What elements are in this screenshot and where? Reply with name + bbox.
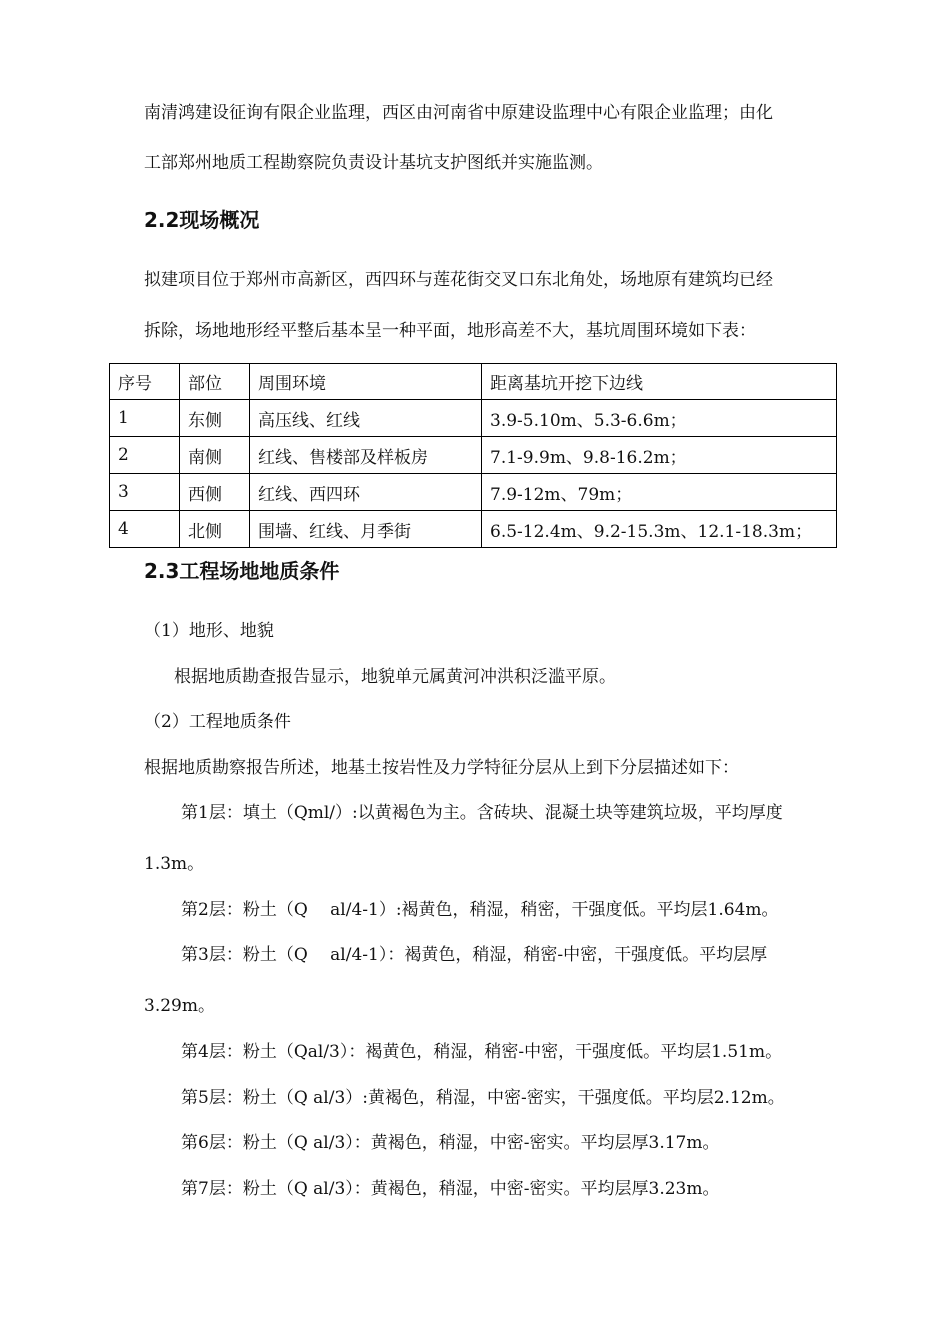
table-cell: 3.9-5.10m、5.3-6.6m； [482,400,837,437]
soil-layer-line: 第6层：粉土（Q al/3）：黄褐色，稍湿，中密-密实。平均层厚3.17m。 [181,1133,720,1153]
table-row [110,474,837,511]
table-cell: 高压线、红线 [250,400,482,437]
table-cell: 1 [110,400,180,437]
table-cell: 红线、西四环 [250,474,482,511]
geology-intro-text: 根据地质勘察报告所述，地基土按岩性及力学特征分层从上到下分层描述如下： [144,758,739,778]
subsection-geology-title: （2）工程地质条件 [144,712,291,732]
surroundings-table [109,363,837,548]
table-cell: 2 [110,437,180,474]
section-heading-2-2: 2.2现场概况 [144,208,260,232]
table-cell: 围墙、红线、月季街 [250,511,482,548]
section-heading-2-3: 2.3工程场地地质条件 [144,559,340,583]
table-header-cell: 部位 [180,364,250,400]
table-cell: 7.1-9.9m、9.8-16.2m； [482,437,837,474]
soil-layer-line: 第2层：粉土（Q al/4-1）:褐黄色，稍湿，稍密，干强度低。平均层1.64m。 [181,900,779,920]
soil-layer-line: 第3层：粉土（Q al/4-1）：褐黄色，稍湿，稍密-中密，干强度低。平均层厚 [181,945,768,965]
table-cell: 南侧 [180,437,250,474]
table-cell: 6.5-12.4m、9.2-15.3m、12.1-18.3m； [482,511,837,548]
table-cell: 3 [110,474,180,511]
table-header-cell: 序号 [110,364,180,400]
table-cell: 东侧 [180,400,250,437]
table-header-cell: 周围环境 [250,364,482,400]
site-overview-line-1: 拟建项目位于郑州市高新区，西四环与莲花街交叉口东北角处，场地原有建筑均已经 [144,270,773,290]
table-cell: 西侧 [180,474,250,511]
table-cell: 7.9-12m、79m； [482,474,837,511]
intro-line-1: 南清鸿建设征询有限企业监理，西区由河南省中原建设监理中心有限企业监理；由化 [144,103,773,123]
landform-text: 根据地质勘查报告显示，地貌单元属黄河冲洪积泛滥平原。 [174,667,616,687]
table-header-cell: 距离基坑开挖下边线 [482,364,837,400]
table-row [110,400,837,437]
soil-layer-line: 第7层：粉土（Q al/3）：黄褐色，稍湿，中密-密实。平均层厚3.23m。 [181,1179,720,1199]
soil-layer-line: 第1层：填土（Qml/）:以黄褐色为主。含砖块、混凝土块等建筑垃圾，平均厚度 [181,803,783,823]
table-cell: 4 [110,511,180,548]
site-overview-line-2: 拆除，场地地形经平整后基本呈一种平面，地形高差不大，基坑周围环境如下表： [144,321,756,341]
intro-line-2: 工部郑州地质工程勘察院负责设计基坑支护图纸并实施监测。 [144,153,603,173]
soil-layer-line: 1.3m。 [144,854,205,874]
soil-layer-line: 3.29m。 [144,996,215,1016]
table-cell: 北侧 [180,511,250,548]
table-header-row [110,364,837,400]
table-row [110,511,837,548]
soil-layer-line: 第4层：粉土（Qal/3）：褐黄色，稍湿，稍密-中密，干强度低。平均层1.51m。 [181,1042,783,1062]
soil-layer-line: 第5层：粉土（Q al/3）:黄褐色，稍湿，中密-密实，干强度低。平均层2.12m。 [181,1088,785,1108]
table-cell: 红线、售楼部及样板房 [250,437,482,474]
subsection-landform-title: （1）地形、地貌 [144,621,274,641]
table-row [110,437,837,474]
